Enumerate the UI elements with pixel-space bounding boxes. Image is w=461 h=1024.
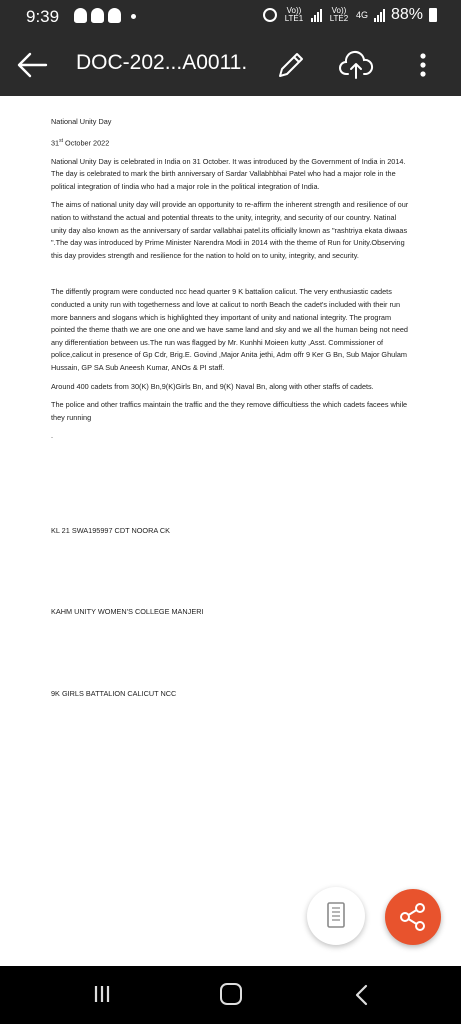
share-icon [385,889,441,945]
document-page[interactable] [0,96,461,966]
alarm-icon [263,8,277,22]
date-suffix: st [59,137,64,144]
signal2-icon [374,9,385,22]
network1-label: Vo)) LTE1 [284,6,304,23]
document-body [51,116,411,449]
battery-percent: 88% [390,6,423,23]
battery-icon [429,8,437,22]
signature-cadet: KL 21 SWA195997 CDT NOORA CK [51,526,170,535]
document-title: DOC-202...A0011. [76,51,248,74]
signature-battalion: 9K GIRLS BATTALION CALICUT NCC [51,689,177,698]
spacer [51,268,411,286]
paragraph: Around 400 cadets from 30(K) Bn,9(K)Girls Bn, and 9(K) Naval Bn, along with other staffs of cadets. [51,381,374,391]
paragraph: The aims of national unity day will provide an opportunity to re-affirm the inherent strength and resilience of our nation to withstand the actual and potential threats to the unity, integrity, and security of our country. Natinal unity day also known as the anniversary of sardar vallabhai patel.its officially known as "rashtriya ekata diwaas ".The day was introduced by Prime Minister Narendra Modi in 2014 with the theme of Run for Unity.Observing this day provides strength and resilience for the nation to hold on to unity, integrity, and security. [51,200,409,260]
toolbar [0,34,461,96]
navigation-bar [0,966,461,1024]
pencil-icon[interactable] [274,48,308,82]
home-icon[interactable] [220,983,242,1005]
date-day: 31 [51,138,60,148]
notification-icons [74,8,136,23]
snapchat-icon [74,8,87,23]
share-button[interactable] [385,889,441,945]
paragraph: The diffently program were conducted ncc head quarter 9 K battalion calicut. The very enthusiastic cadets conducted a unity run with togetherness and love at calicut to north Beach the cadet's included with their run more banners and slogans which is highlighted they important of unity and national integrity. The program pointed the theme thath we are one one and we have same land and sky and we all the human being not need any differentiation between us.The run was flagged by Mr. Kunhhi Moieen kutty ,Asst. Commissioner of police,calicut in presence of Gp Cdr, Brig.E. Govind ,Major Anita jethi, Adm offr 9 Ker G Bn, Sub Major Ghulam Hussain, GP SA Sub Aneesh Kumar, ANOs & PI staff. [51,287,408,372]
paragraph: The police and other traffics maintain the traffic and the they remove difficultiess the which cadets facees while they running [51,400,408,422]
back-icon[interactable] [352,984,372,1006]
snapchat-icon [91,8,104,23]
recent-apps-icon[interactable] [92,984,112,1004]
more-vert-icon[interactable] [414,48,432,82]
paragraph: National Unity Day is celebrated in India on 31 October. It was introduced by the Government of India in 2014. The day is celebrated to mark the birth anniversary of Sardar Vallabhbhai Patel who had a major role in the political integration of Iindia who had a major role in the political integration of India. [51,156,406,191]
signature-college: KAHM UNITY WOMEN'S COLLEGE MANJERI [51,607,204,616]
cloud-upload-icon[interactable] [338,48,374,82]
dot-line: . [51,431,54,441]
date-rest: October 2022 [63,138,110,148]
status-bar [0,0,461,34]
status-time: 9:39 [26,7,60,26]
more-notifications-icon [131,14,136,19]
back-arrow-icon[interactable] [16,50,50,80]
status-indicators [263,6,437,24]
doc-heading: National Unity Day [51,117,112,126]
net-type-label: 4G [355,10,368,20]
document-icon [307,887,365,945]
network2-label: Vo)) LTE2 [329,6,349,23]
doc-date [51,135,411,150]
document-view-button[interactable] [307,887,365,945]
snapchat-icon [108,8,121,23]
signal1-icon [311,9,322,22]
